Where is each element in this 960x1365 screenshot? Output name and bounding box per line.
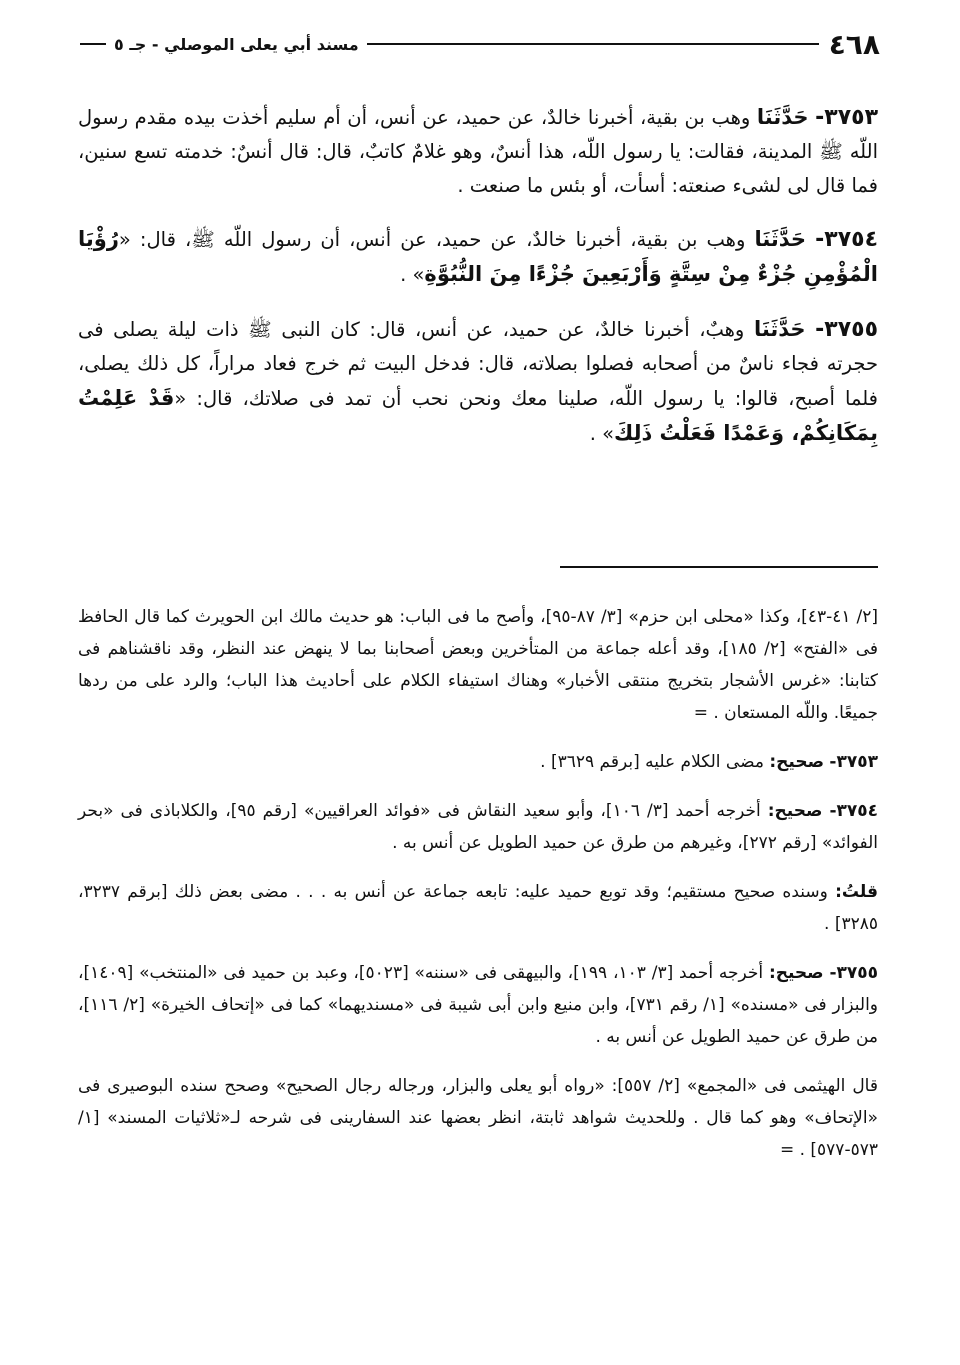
continuation-text: [٢/ ٤١-٤٣]، وكذا «محلى ابن حزم» [٣/ ٨٧-٩٥]، وأصح ما فى الباب: هو حديث مالك ابن الحويرث كما قال الحافظ فى «الفتح» [٢/ ١٨٥]، وقد أعله جماعة من المتأخرين وبعض أصحابنا بما لا ينهض عند النظر، وقد ناقشناهم فى كتابنا: «غرس الأشجار بتخريج منتقى الأخبار» وهناك استيفاء الكلام على أحاديث هذا الباب؛ والرد على من ردها جميعًا. واللّه المستعان . [78,607,878,723]
footnote-3754 [78,795,878,859]
continuation-marker: = [693,703,708,723]
footnote-3754-comment [78,876,878,940]
comment-text: وسنده صحيح مستقيم؛ وقد توبع حميد عليه: تابعه جماعة عن أنس به . . . مضى بعض ذلك [برقم ٣٢٣٧، ٣٢٨٥] . [78,882,878,934]
footnote-grade: صحيح: [769,752,825,772]
footnote-text: أخرجه أحمد [٣/ ١٠٦]، وأبو سعيد النقاش فى «فوائد العراقيين» [رقم ٩٥]، والكلاباذى فى «بحر الفوائد» [رقم ٢٧٢]، وغيرهم من طرق عن حميد الطويل عن أنس به . [78,801,878,853]
header-rule-short [80,43,106,45]
hadith-number: ٣٧٥٥- [815,316,878,342]
comment-label: قلتُ: [835,882,878,902]
hadith-tail: » . [400,263,425,286]
page-header [80,24,880,64]
footnotes [78,584,878,1174]
prophetic-quote: رُؤْيَا الْمُؤْمِنِ جُزْءٌ مِنْ سِتَّةٍ وَأَرْبَعِينَ جُزْءًا مِنَ النُّبُوَّةِ [78,227,878,286]
hadith-opening: حَدَّثَنَا [756,104,809,129]
footnote-number: ٣٧٥٣- [829,752,878,772]
hadith-number: ٣٧٥٤- [815,227,878,252]
hadith-body: وهب بن بقية، أخبرنا خالدٌ، عن حميد، عن أنس، أن رسول اللّه ﷺ، قال: « [118,228,746,251]
hadith-tail: » . [589,421,615,445]
hadith-3754 [78,222,878,292]
hadith-body: وهب بن بقية، أخبرنا خالدٌ، عن حميد، عن أنس، أن أم سليم أخذت بيده مقدم رسول اللّه ﷺ المدينة، فقالت: يا رسول اللّه، هذا أنسٌ، وهو غلامٌ كاتبٌ، قال: قال أنسٌ: خدمته تسع سنين، فما قال لى لشىء صنعته: أسأت، أو بئس ما صنعت . [78,105,878,197]
hadith-opening: حَدَّثَنَا [753,316,806,341]
footnote-3755-comment [78,1070,878,1166]
footnote-grade: صحيح: [767,801,823,821]
comment-text: قال الهيثمى فى «المجمع» [٢/ ٥٥٧]: «رواه أبو يعلى والبزار، ورجاله رجال الصحيح» وصحح سنده البوصيرى فى «الإتحاف» وهو كما قال . وللحديث شواهد ثابتة، انظر بعضها عند السفارينى فى شرحه لـ«ثلاثيات المسند» [١/ ٥٧٣-٥٧٧] . [78,1076,878,1160]
footnote-text: مضى الكلام عليه [برقم ٣٦٢٩] . [540,752,764,772]
hadith-opening: حَدَّثَنَا [754,227,807,251]
footnote-text: أخرجه أحمد [٣/ ١٠٣، ١٩٩]، والبيهقى فى «سننه» [٥٠٢٣]، وعبد بن حميد فى «المنتخب» [١٤٠٩]، والبزار فى «مسنده» [١/ رقم ٧٣١]، وابن منيع وابن أبى شيبة فى «مسنديهما» كما فى «إتحاف الخيرة» [٢/ ١١٦]، من طرق عن حميد الطويل عن أنس به . [78,963,879,1047]
header-rule [367,43,819,45]
footnote-continuation [78,601,878,729]
running-title: مسند أبي يعلى الموصلي - جـ ٥ [114,34,359,54]
footnote-separator [560,566,878,568]
footnote-grade: صحيح: [768,963,824,983]
hadith-body: وهبٌ، أخبرنا خالدٌ، عن حميد، عن أنس، قال: كان النبى ﷺ ذات ليلة يصلى فى حجرته فجاء ناسٌ من أصحابه فصلوا بصلاته، قال: فدخل البيت ثم خرج فعاد مراراً، كل ذلك يصلى، فلما أصبح، قالوا: يا رسول اللّه، صلينا معك ونحن نحب أن تمد فى صلاتك، قال: « [78,317,878,410]
hadith-number: ٣٧٥٣- [815,104,879,130]
hadith-3755 [78,312,878,451]
footnote-number: ٣٧٥٥- [829,963,879,983]
prophetic-quote: قَدْ عَلِمْتُ بِمَكَانِكُمْ، وَعَمْدًا فَعَلْتُ ذَلِكَ [78,385,878,445]
footnote-number: ٣٧٥٤- [829,801,879,821]
page-number: ٤٦٨ [828,27,880,61]
footnote-3755 [78,957,878,1053]
hadith-text [78,80,878,463]
continuation-marker-end: = [779,1140,795,1160]
footnote-3753 [78,746,878,778]
hadith-3753 [78,100,878,203]
